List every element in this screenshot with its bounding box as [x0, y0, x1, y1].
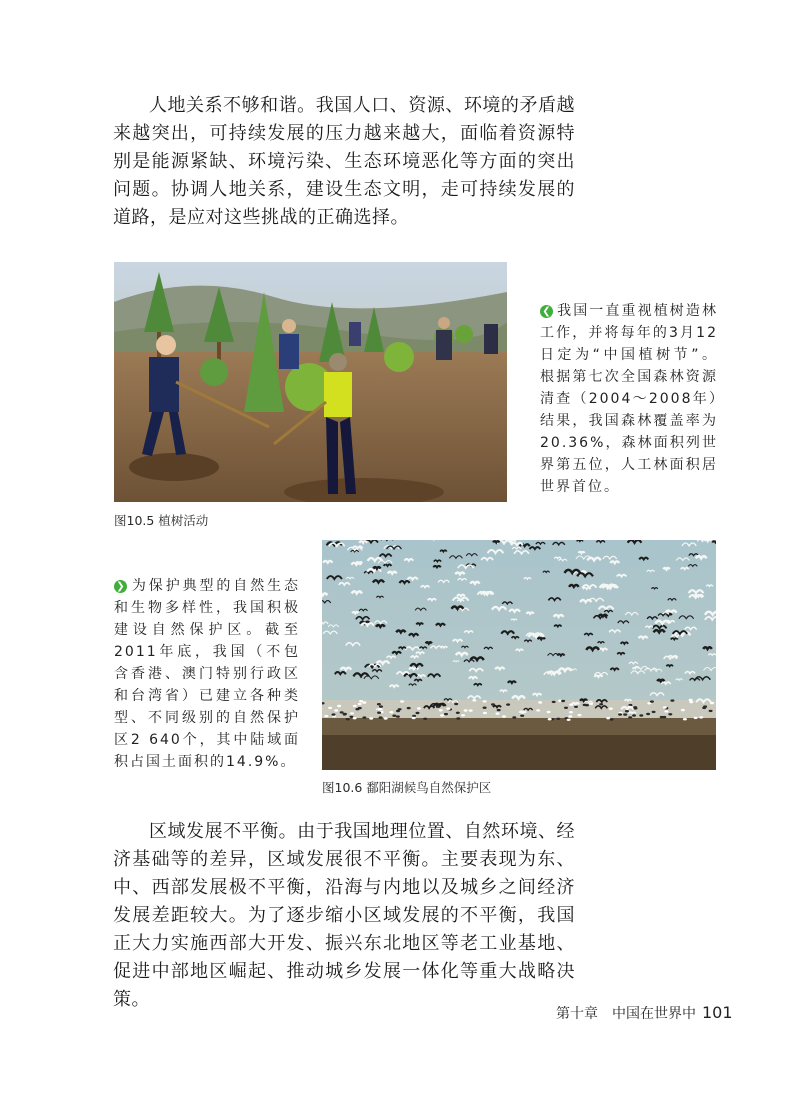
migratory-birds-photo: [322, 540, 716, 770]
page-number: 101: [702, 1003, 733, 1022]
body-paragraph-human-land: 人地关系不够和谐。我国人口、资源、环境的矛盾越来越突出，可持续发展的压力越来越大，面临着资源特别是能源紧缺、环境污染、生态环境恶化等方面的突出问题。协调人地关系，建设生态文明，走可持续发展的道路，是应对这些挑战的正确选择。: [113, 95, 575, 228]
nature-reserve-note-text: 为保护典型的自然生态和生物多样性，我国积极建设自然保护区。截至2011年底，我国（不包含香港、澳门特别行政区和台湾省）已建立各种类型、不同级别的自然保护区2 640个，其中陆域面积占国土面积的14.9%。: [114, 578, 300, 770]
arrow-left-circle-icon: ❮: [540, 305, 553, 318]
nature-reserve-note: [114, 575, 300, 773]
tree-planting-photo: [114, 262, 507, 502]
chapter-title: 第十章 中国在世界中: [556, 1006, 696, 1022]
body-paragraph-regional-development: 区域发展不平衡。由于我国地理位置、自然环境、经济基础等的差异，区域发展很不平衡。主要表现为东、中、西部发展极不平衡，沿海与内地以及城乡之间经济发展差距较大。为了逐步缩小区域发展的不平衡，我国正大力实施西部大开发、振兴东北地区等老工业基地、促进中部地区崛起、推动城乡发展一体化等重大战略决策。: [113, 821, 575, 1010]
figure-caption-10-5: 图10.5 植树活动: [114, 513, 209, 528]
arrow-right-circle-icon: ❯: [114, 580, 127, 593]
figure-caption-10-6: 图10.6 鄱阳湖候鸟自然保护区: [322, 780, 492, 795]
page-footer: [556, 1003, 733, 1023]
tree-planting-note: [540, 300, 718, 498]
tree-planting-note-text: 我国一直重视植树造林工作，并将每年的3月12日定为“中国植树节”。根据第七次全国森林资源清查（2004～2008年）结果，我国森林覆盖率为20.36%，森林面积列世界第五位，人工林面积居世界首位。: [540, 303, 718, 495]
